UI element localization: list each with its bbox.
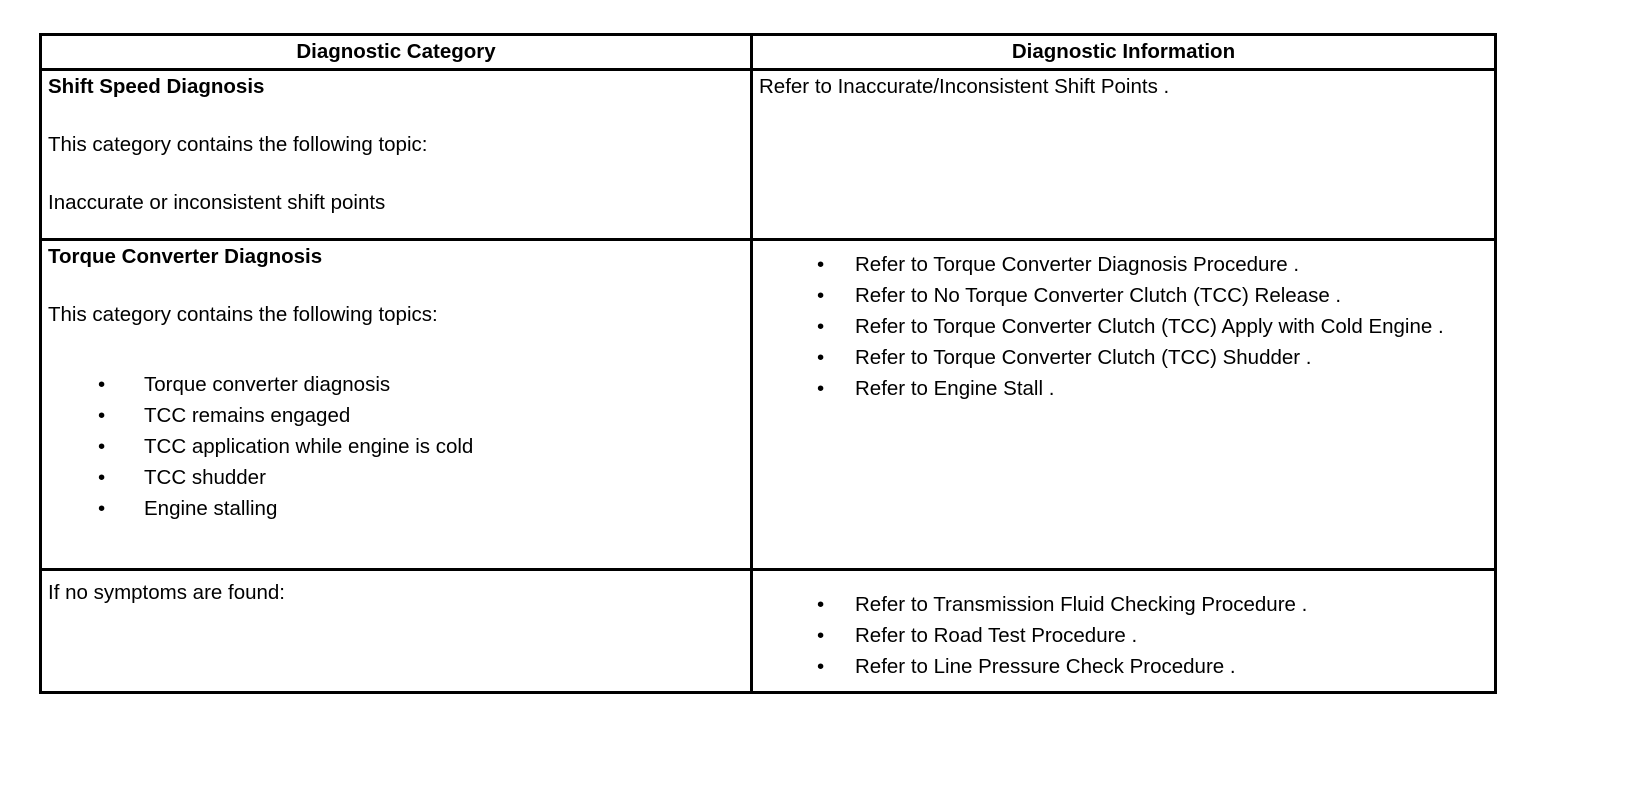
header-row [41,35,1496,70]
header-diagnostic-category: Diagnostic Category [41,35,752,70]
list-item: • Refer to Road Test Procedure . [817,624,1138,647]
list-item: • Engine stalling [98,497,278,520]
bullet-icon: • [98,435,106,458]
category-topic: Inaccurate or inconsistent shift points [48,191,386,214]
information-text: Refer to Inaccurate/Inconsistent Shift Points . [759,75,1170,98]
category-intro: This category contains the following topics: [48,303,438,326]
information-list [759,253,1488,401]
list-item: • TCC application while engine is cold [98,435,474,458]
list-item: • TCC shudder [98,466,266,489]
bullet-icon: • [817,315,825,338]
table-row [41,570,1496,693]
list-item: • Refer to Engine Stall . [817,377,1055,400]
header-diagnostic-information: Diagnostic Information [752,35,1496,70]
category-intro: This category contains the following topic: [48,133,428,156]
bullet-icon: • [817,253,825,276]
list-item: • Refer to Line Pressure Check Procedure . [817,655,1236,678]
information-list [759,593,1488,679]
bullet-icon: • [817,593,825,616]
list-item: • Torque converter diagnosis [98,373,391,396]
category-cell [41,570,752,693]
bullet-icon: • [817,655,825,678]
category-topic-list [48,373,744,521]
category-title: Torque Converter Diagnosis [48,245,323,268]
category-cell [41,240,752,570]
bullet-icon: • [817,624,825,647]
list-item: • Refer to Torque Converter Clutch (TCC) Shudder . [817,346,1312,369]
information-cell [752,70,1496,240]
category-title: Shift Speed Diagnosis [48,75,265,98]
table-row [41,240,1496,570]
bullet-icon: • [817,284,825,307]
bullet-icon: • [98,466,106,489]
bullet-icon: • [817,346,825,369]
information-cell [752,240,1496,570]
list-item: • Refer to Torque Converter Diagnosis Procedure . [817,253,1300,276]
information-cell [752,570,1496,693]
bullet-icon: • [98,373,106,396]
bullet-icon: • [98,404,106,427]
bullet-icon: • [817,377,825,400]
list-item: • Refer to No Torque Converter Clutch (TCC) Release . [817,284,1342,307]
list-item: • Refer to Torque Converter Clutch (TCC) Apply with Cold Engine . [817,315,1444,338]
list-item: • Refer to Transmission Fluid Checking Procedure . [817,593,1308,616]
bullet-icon: • [98,497,106,520]
category-cell [41,70,752,240]
list-item: • TCC remains engaged [98,404,351,427]
category-title: If no symptoms are found: [48,581,286,604]
table-row [41,70,1496,240]
diagnostic-table [39,33,1497,694]
